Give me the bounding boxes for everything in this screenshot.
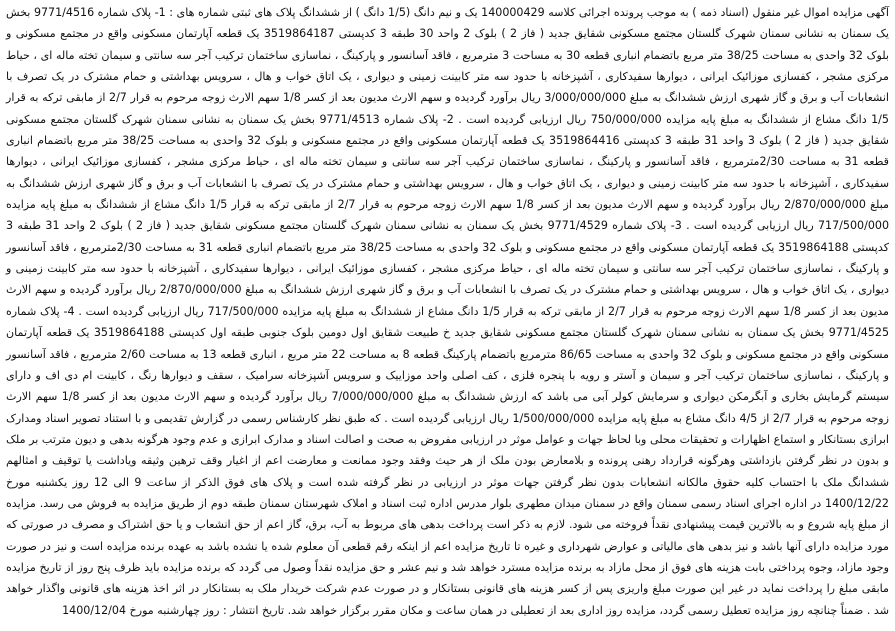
- notice-body-text: آگهی مزایده اموال غیر منقول (اسناد ذمه ) به موجب پرونده اجرائی کلاسه 140000429 یک و نیم دانگ (1/5 دانگ ) از ششدانگ پلاک های ثبتی شماره های : 1- پلاک شماره 9771/4516 بخش یک سمنان به نشانی سمنان شهرک گلستان مجتمع مسکونی شقایق جدید ( فاز 2 ) بلوک 2 واحد 30 طبقه 3 کدپستی 3519864187 یک قطعه آپارتمان مسکونی واقع در مجتمع مسکونی و بلوک 32 واحدی به مساحت 38/25 متر مربع باتضمام انباری قطعه 30 به مساحت 3 مترمربع ، فاقد آسانسور و پارکینگ ، نماسازی ساختمان ترکیب آجر سه سانتی و سیمان تخته ماله ای ، حیاط مرکزی مشجر ، کفسازی موزائیک ایرانی ، دیوارها سفیدکاری ، آشپزخانه با حدود سه متر کابینت زمینی و دیواری ، یک اتاق خواب و هال ، سرویس بهداشتی و حمام مشترک در یک تصرف با انشعابات آب و برق و گاز شهری ارزش ششدانگ به مبلغ 3/000/000/000 ریال برآورد گردیده و سهم الارث مدیون بعد از کسر 1/8 سهم الارث زوجه مرحوم به قرار 2/7 از مابقی ترکه به قرار 1/5 دانگ مشاع از ششدانگ به مبلغ پایه مزایده 750/000/000 ریال ارزیابی گردیده است . 2- پلاک شماره 9771/4513 بخش یک سمنان به نشانی سمنان شهرک گلستان مجتمع مسکونی شقایق جدید ( فاز 2 ) بلوک 3 واحد 31 طبقه 3 کدپستی 3519864416 یک قطعه آپارتمان مسکونی واقع در مجتمع مسکونی و بلوک 32 واحدی به مساحت 38/25 متر مربع باتضمام انباری قطعه 31 به مساحت 2/30مترمربع ، فاقد آسانسور و پارکینگ ، نماسازی ساختمان ترکیب آجر سه سانتی و سیمان تخته ماله ای ، حیاط مرکزی مشجر ، کفسازی موزائیک ایرانی ، دیوارها سفیدکاری ، آشپزخانه با حدود سه متر کابینت زمینی و دیواری ، یک اتاق خواب و هال ، سرویس بهداشتی و حمام مشترک در یک تصرف با انشعابات آب و برق و گاز شهری ارزش ششدانگ به مبلغ 2/870/000/000 ریال برآورد گردیده و سهم الارث مدیون بعد از کسر 1/8 سهم الارث زوجه مرحوم به قرار 2/7 از مابقی ترکه به قرار 1/5 دانگ مشاع از ششدانگ به مبلغ پایه مزایده 717/500/000 ریال ارزیابی گردیده است . 3- پلاک شماره 9771/4529 بخش یک سمنان به نشانی سمنان شهرک گلستان مجتمع مسکونی شقایق جدید ( فاز 2 ) بلوک 2 واحد 31 طبقه 3 کدپستی 3519864188 یک قطعه آپارتمان مسکونی واقع در مجتمع مسکونی و بلوک 32 واحدی به مساحت 38/25 متر مربع باتضمام انباری قطعه 31 به مساحت 2/30مترمربع ، فاقد آسانسور و پارکینگ ، نماسازی ساختمان ترکیب آجر سه سانتی و سیمان تخته ماله ای ، حیاط مرکزی مشجر ، کفسازی موزائیک ایرانی ، دیوارها سفیدکاری ، آشپزخانه با حدود سه متر کابینت زمینی و دیواری ، یک اتاق خواب و هال ، سرویس بهداشتی و حمام مشترک در یک تصرف با انشعابات آب و برق و گاز شهری ارزش ششدانگ به مبلغ 2/870/000/000 ریال برآورد گردیده و سهم الارث مدیون بعد از کسر 1/8 سهم الارث زوجه مرحوم به قرار 2/7 از مابقی ترکه به قرار 1/5 دانگ مشاع از ششدانگ به مبلغ پایه مزایده 717/500/000 ریال ارزیابی گردیده است . 4- پلاک شماره 9771/4525 بخش یک سمنان به نشانی سمنان شهرک گلستان مجتمع مسکونی شقایق جدید خ طبیعت شقایق اول دومین بلوک جنوبی طبقه اول کدپستی 3519864188 یک قطعه آپارتمان مسکونی واقع در مجتمع مسکونی و بلوک 32 واحدی به مساحت 86/65 مترمربع باتضمام پارکینگ قطعه 8 به مساحت 22 متر مربع ، انباری قطعه 13 به مساحت 2/60 مترمربع ، فاقد آسانسور و پارکینگ ، نماسازی ساختمان ترکیب آجر و سیمان و آستر و رویه با پنجره فلزی ، کف اصلی واحد موزاییک و سرویس آشپزخانه سرامیک ، سقف و دیوارها رنگ ، کابینت ام دی اف و دارای سیستم گرمایش بخاری و آبگرمکن دیواری و سرمایش کولر آبی می باشد که ارزش ششدانگ به مبلغ 7/000/000/000 ریال برآورد گردیده و سهم الارث مدیون بعد از کسر 1/8 سهم الارث زوجه مرحوم به قرار 2/7 از 4/5 دانگ مشاع به مبلغ پایه مزایده 1/500/000/000 ریال ارزیابی گردیده است . که طبق نظر کارشناس رسمی در گزارش تقدیمی و با استناد تصویر اسناد ومدارک ابرازی بستانکار و استماع اظهارات و تحقیقات محلی وبا لحاظ جهات و عوامل موثر در ارزیابی مفروض به صحت و اصالت اسناد و مدارک ابرازی و عدم وجود هرگونه بدهی و دیون مترتب بر ملک و بدون در نظر گرفتن بازداشتی وهرگونه قرارداد رهنی پرونده و بلامعارض بودن ملک از هر حیث وفقد وجود ممانعت و معارضت اعم از اغیار وقف ترهین وثیقه ویاداشت یا توقیف و امثالهم ششدانگ ملک با احتساب کلیه حقوق مالکانه انشعابات بدون نظر گرفتن جهات موثر در ارزیابی در نظر گرفته شده است و پلاک های فوق الذکر از ساعت 9 الی 12 روز یکشنبه مورخ 1400/12/22 در اداره اجرای اسناد رسمی سمنان واقع در سمنان میدان مطهری بلوار مدرس اداره ثبت اسناد و املاک شهرستان سمنان طبقه دوم از طریق مزایده به فروش می رسد. مزایده از مبلغ پایه شروع و به بالاترین قیمت پیشنهادی نقداً فروخته می شود. لازم به ذکر است پرداخت بدهی های مربوط به آب، برق، گاز اعم از حق انشعاب و یا حق اشتراک و مصرف در صورتی که مورد مزایده دارای آنها باشد و نیز بدهی های مالیاتی و عوارض شهرداری و غیره تا تاریخ مزایده اعم از اینکه رقم قطعی آن معلوم شده یا نشده باشد به عهده برنده مزایده است و نیز در صورت وجود مازاد، وجوه پرداختی بابت هزینه های فوق از محل مازاد به برنده مزایده مسترد خواهد شد و نیم عشر و حق مزایده نقداً وصول می گردد که برنده مزایده باید ظرف پنج روز از تاریخ مزایده مابقی مبلغ را پرداخت نماید در غیر این صورت مبلغ واریزی پس از کسر هزینه های قانونی بستانکار و در صورت عدم شرکت خریدار ملک به بستانکار در اثر اخذ هزینه های قانونی واگذار خواهد شد . ضمناً چنانچه روز مزایده تعطیل رسمی گردد، مزایده روز اداری بعد از تعطیلی در همان ساعت و مکان مقرر برگزار خواهد شد. تاریخ انتشار : روز چهارشنبه مورخ 1400/12/04: [6, 6, 890, 617]
